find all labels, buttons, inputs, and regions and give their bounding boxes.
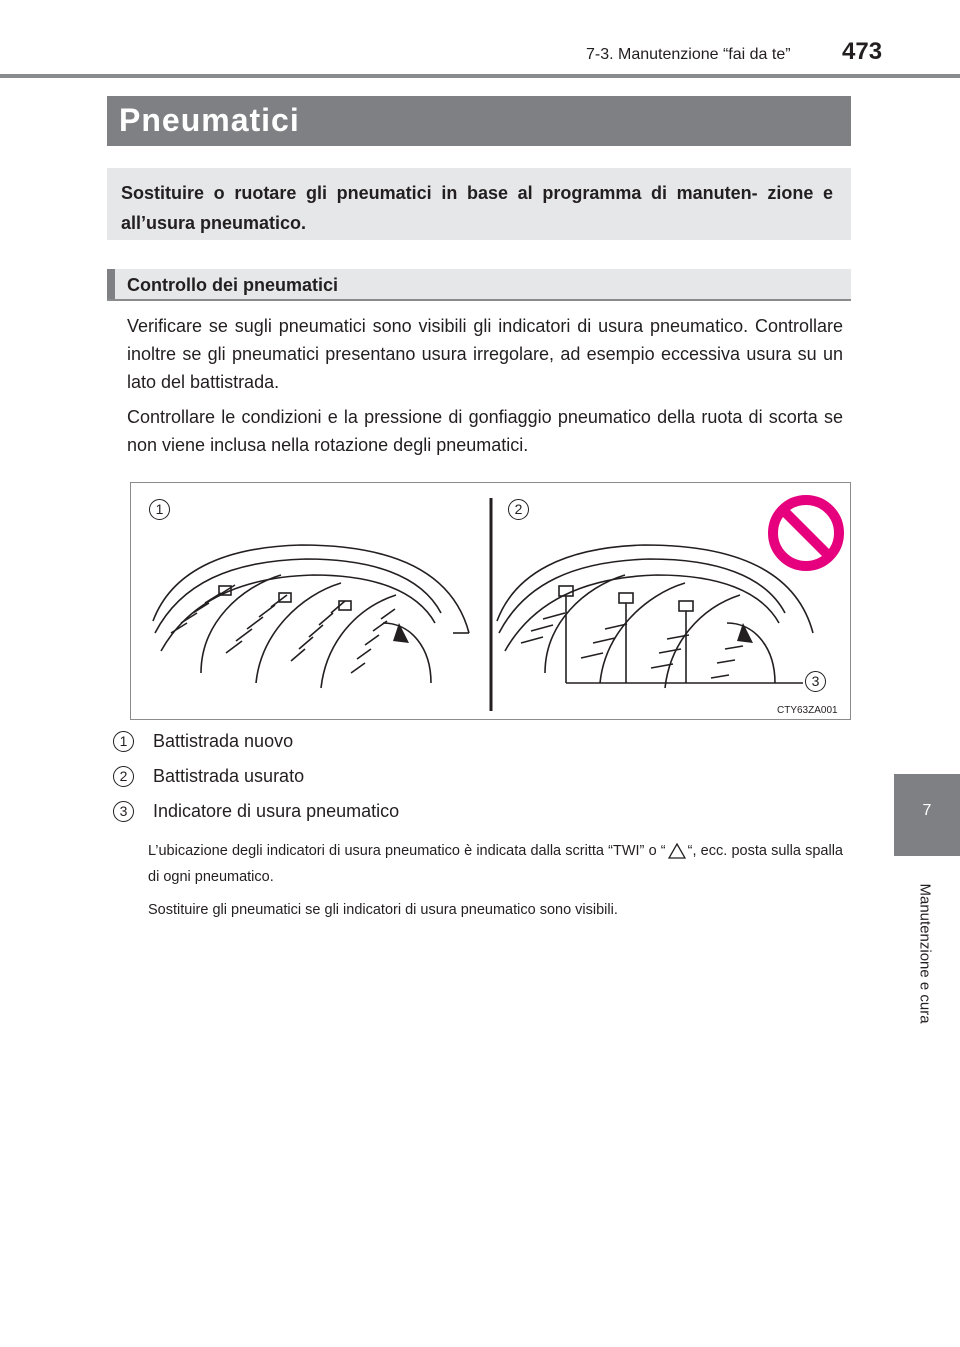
tire-illustration [131, 483, 852, 721]
legend-number: 2 [113, 766, 134, 787]
paragraph-1: Verificare se sugli pneumatici sono visibili gli indicatori di usura pneumatico. Controllare inoltre se gli pneumatici presentano usura irregolare, ad esempio eccessiva usura su un lato del battistrada. [127, 316, 843, 392]
note-replace: Sostituire gli pneumatici se gli indicatori di usura pneumatico sono visibili. [148, 902, 618, 918]
legend-label: Indicatore di usura pneumatico [153, 801, 400, 821]
intro-text: Sostituire o ruotare gli pneumatici in base al programma di manuten- zione e all’usura pneumatico. [121, 183, 833, 233]
page-title-band [107, 96, 851, 146]
chapter-label: Manutenzione e cura [916, 883, 934, 1024]
subsection-title: Controllo dei pneumatici [127, 275, 339, 295]
new-tread-tire [153, 545, 469, 688]
figure-callout-3: 3 [805, 671, 826, 692]
intro-box [107, 168, 851, 240]
legend-label: Battistrada usurato [153, 766, 305, 786]
header-divider [0, 74, 960, 78]
note-text-start: L’ubicazione degli indicatori di usura pneumatico è indicata dalla scritta “TWI” o “ [148, 843, 666, 859]
subsection-marker [107, 269, 115, 299]
tire-tread-figure [130, 482, 851, 720]
figure-callout-1: 1 [149, 499, 170, 520]
legend-number: 3 [113, 801, 134, 822]
figure-callout-2: 2 [508, 499, 529, 520]
note-twi-location [148, 838, 843, 890]
worn-tread-tire [497, 545, 813, 688]
page-title: Pneumatici [119, 102, 300, 138]
triangle-icon [668, 843, 686, 859]
section-header: 7-3. Manutenzione “fai da te” [586, 46, 791, 63]
page-number: 473 [842, 38, 883, 65]
chapter-number: 7 [922, 802, 932, 819]
prohibition-icon [773, 500, 839, 566]
figure-code: CTY63ZA001 [777, 705, 838, 716]
legend-label: Battistrada nuovo [153, 731, 294, 751]
note-text-end: “, ecc. posta sulla spalla di ogni pneumatico. [148, 843, 843, 885]
paragraph-2: Controllare le condizioni e la pressione di gonfiaggio pneumatico della ruota di scorta se non viene inclusa nella rotazione degli pneumatici. [127, 407, 843, 455]
chapter-tab [894, 774, 960, 856]
subsection-heading [107, 269, 851, 301]
legend-number: 1 [113, 731, 134, 752]
